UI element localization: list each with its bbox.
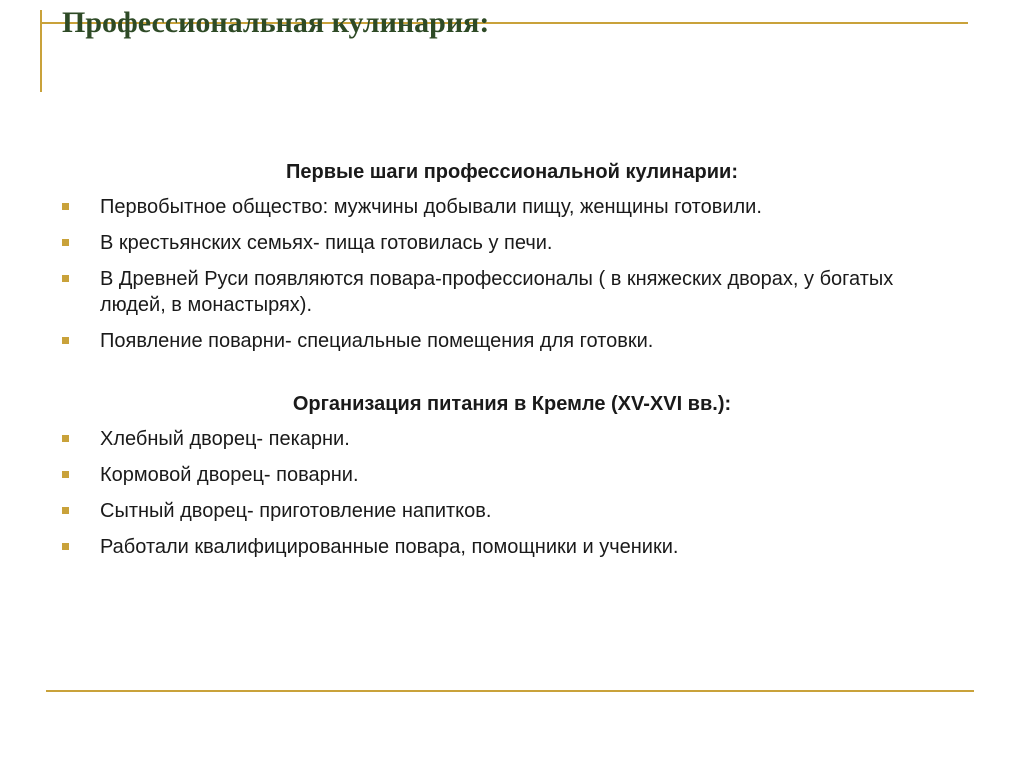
square-bullet-icon	[62, 543, 69, 550]
list-item-text: В Древней Руси появляются повара-профессионалы ( в княжеских дворах, у богатых людей, в монастырях).	[100, 268, 894, 316]
list-item	[62, 498, 962, 524]
list-item-text: Сытный дворец- приготовление напитков.	[100, 500, 492, 522]
list-item	[62, 462, 962, 488]
list-item-text: Работали квалифицированные повара, помощники и ученики.	[100, 536, 679, 558]
bullet-list-first-steps	[62, 194, 962, 354]
slide-content	[62, 150, 962, 570]
square-bullet-icon	[62, 239, 69, 246]
slide-title: Профессиональная кулинария:	[62, 6, 490, 39]
square-bullet-icon	[62, 471, 69, 478]
list-item	[62, 194, 962, 220]
list-item-text: Кормовой дворец- поварни.	[100, 464, 359, 486]
list-item-text: Хлебный дворец- пекарни.	[100, 428, 350, 450]
section-heading-kremlin: Организация питания в Кремле (XV-XVI вв.):	[292, 393, 732, 415]
list-item-text: Первобытное общество: мужчины добывали пищу, женщины готовили.	[100, 196, 762, 218]
bullet-list-kremlin	[62, 426, 962, 560]
list-item	[62, 328, 962, 354]
square-bullet-icon	[62, 337, 69, 344]
list-item	[62, 230, 962, 256]
square-bullet-icon	[62, 203, 69, 210]
list-item	[62, 534, 962, 560]
section-heading-first-steps: Первые шаги профессиональной кулинарии:	[285, 161, 738, 183]
list-item-text: Появление поварни- специальные помещения для готовки.	[100, 330, 654, 352]
list-item	[62, 426, 962, 452]
bottom-divider	[46, 690, 974, 692]
list-item	[62, 266, 962, 318]
list-item-text: В крестьянских семьях- пища готовилась у печи.	[100, 232, 553, 254]
square-bullet-icon	[62, 435, 69, 442]
square-bullet-icon	[62, 507, 69, 514]
square-bullet-icon	[62, 275, 69, 282]
left-divider	[40, 10, 42, 92]
